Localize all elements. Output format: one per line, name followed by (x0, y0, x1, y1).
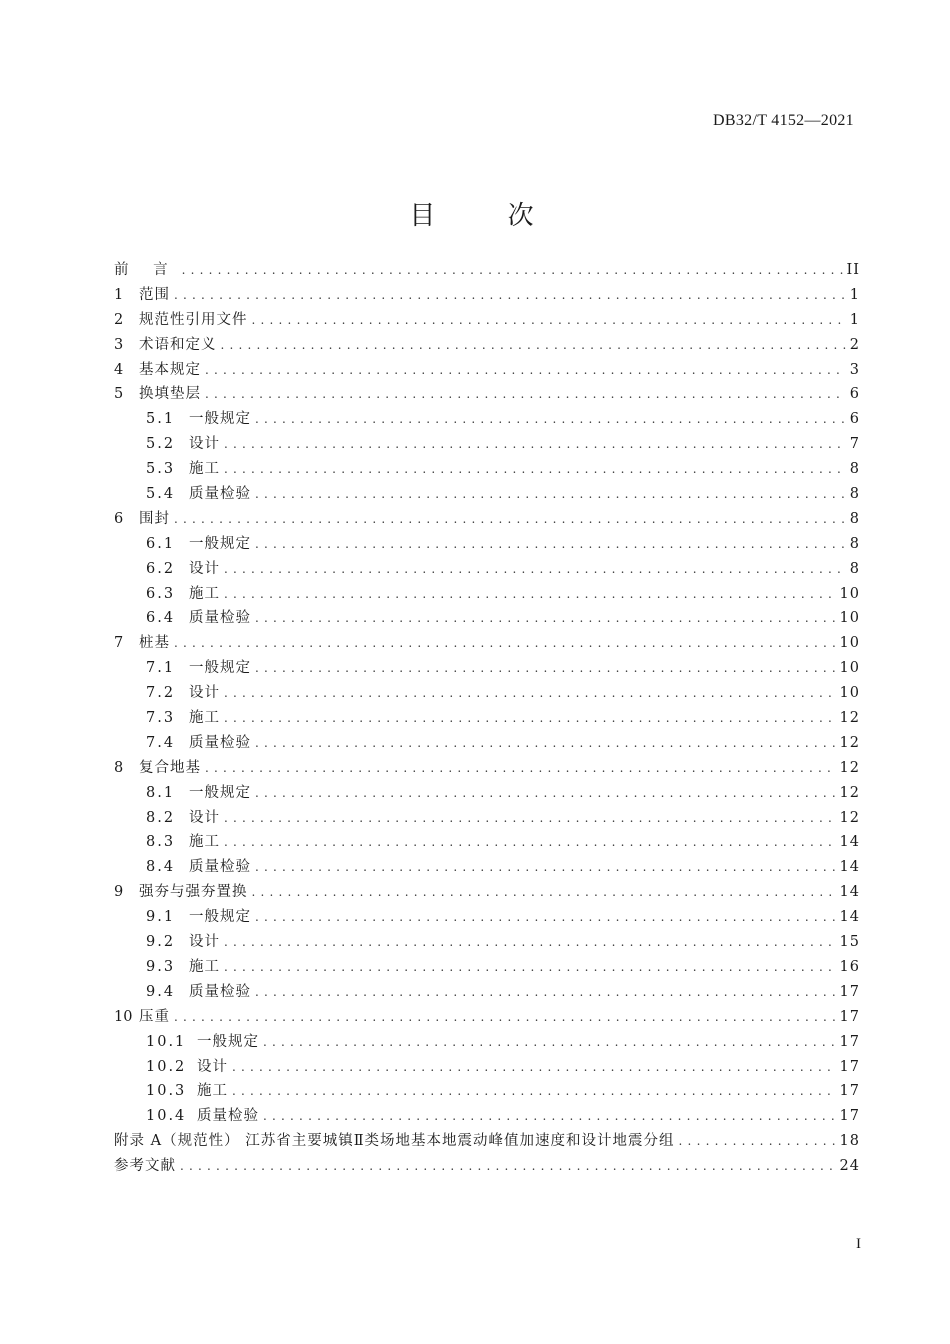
toc-section-title: 一般规定 (197, 1033, 259, 1050)
toc-page-number: 10 (839, 685, 860, 702)
toc-section-number: 1 (114, 286, 124, 303)
toc-section-number: 8.1 (146, 784, 176, 801)
toc-page-number: 14 (839, 834, 860, 851)
toc-entry[interactable] (114, 507, 860, 532)
toc-entry[interactable] (114, 1129, 860, 1154)
toc-page-number: 17 (839, 1058, 860, 1075)
toc-section-number: 7.2 (146, 685, 176, 702)
toc-section-number: 4 (114, 361, 124, 378)
toc-entry[interactable] (114, 1154, 860, 1179)
toc-section-number: 6.4 (146, 610, 176, 627)
toc-entry[interactable] (114, 457, 860, 482)
toc-dot-leader (224, 806, 836, 831)
toc-page-number: 6 (849, 411, 860, 428)
toc-entry[interactable] (114, 258, 860, 283)
toc-entry[interactable] (114, 1104, 860, 1129)
toc-entry[interactable] (114, 1055, 860, 1080)
toc-dot-leader (224, 955, 836, 980)
toc-page-number: 8 (849, 535, 860, 552)
toc-entry[interactable] (114, 333, 860, 358)
toc-page-number: 10 (839, 660, 860, 677)
toc-entry[interactable] (114, 756, 860, 781)
toc-entry[interactable] (114, 606, 860, 631)
toc-section-number: 9.4 (146, 983, 176, 1000)
toc-page-number: 7 (849, 436, 860, 453)
toc-dot-leader (252, 308, 846, 333)
toc-dot-leader (180, 1154, 836, 1179)
toc-section-title: 复合地基 (139, 759, 201, 776)
toc-section-number: 3 (114, 336, 124, 353)
toc-section-number: 9 (114, 884, 124, 901)
toc-section-title: 施工 (189, 461, 220, 478)
toc-page-number: 14 (839, 884, 860, 901)
toc-section-number: 8.3 (146, 834, 176, 851)
toc-section-title: 设计 (189, 809, 220, 826)
toc-entry[interactable] (114, 532, 860, 557)
toc-dot-leader (224, 457, 846, 482)
toc-entry[interactable] (114, 980, 860, 1005)
toc-page-number: 12 (839, 734, 860, 751)
toc-dot-leader (224, 582, 836, 607)
toc-page-number: 8 (849, 510, 860, 527)
toc-entry[interactable] (114, 781, 860, 806)
toc-section-title: 设计 (189, 685, 220, 702)
toc-page-number: 12 (839, 784, 860, 801)
toc-entry[interactable] (114, 631, 860, 656)
toc-section-title: 一般规定 (189, 411, 251, 428)
toc-section-title: 质量检验 (189, 983, 251, 1000)
toc-dot-leader (221, 333, 846, 358)
toc-dot-leader (224, 557, 846, 582)
toc-section-number: 9.3 (146, 958, 176, 975)
toc-dot-leader (224, 706, 836, 731)
toc-dot-leader (205, 382, 846, 407)
toc-section-title: 施工 (197, 1083, 228, 1100)
toc-section-number: 6.2 (146, 560, 176, 577)
toc-section-title: 范围 (139, 286, 170, 303)
toc-section-title: 换填垫层 (139, 386, 201, 403)
toc-section-number: 7.1 (146, 660, 176, 677)
toc-dot-leader (255, 606, 836, 631)
toc-dot-leader (174, 283, 846, 308)
toc-page-number: 6 (849, 386, 860, 403)
toc-section-title: 附录 A（规范性） 江苏省主要城镇Ⅱ类场地基本地震动峰值加速度和设计地震分组 (114, 1133, 675, 1150)
toc-entry[interactable] (114, 830, 860, 855)
toc-section-title: 施工 (189, 585, 220, 602)
toc-section-title: 桩基 (139, 635, 170, 652)
toc-entry[interactable] (114, 283, 860, 308)
toc-dot-leader (174, 507, 846, 532)
toc-section-number: 5.1 (146, 411, 176, 428)
toc-section-title: 前 言 (114, 262, 178, 278)
toc-dot-leader (255, 532, 846, 557)
toc-entry[interactable] (114, 382, 860, 407)
toc-dot-leader (205, 358, 846, 383)
page-number: I (856, 1236, 861, 1252)
toc-entry[interactable] (114, 880, 860, 905)
toc-dot-leader (255, 781, 836, 806)
toc-section-number: 5.2 (146, 436, 176, 453)
toc-page-number: 18 (839, 1133, 860, 1150)
toc-entry[interactable] (114, 432, 860, 457)
toc-dot-leader (224, 830, 836, 855)
toc-section-number: 10.4 (146, 1108, 187, 1125)
toc-dot-leader (255, 855, 836, 880)
toc-section-number: 9.1 (146, 909, 176, 926)
toc-section-number: 6.3 (146, 585, 176, 602)
toc-entry[interactable] (114, 806, 860, 831)
toc-dot-leader (224, 681, 836, 706)
toc-section-number: 10.2 (146, 1058, 187, 1075)
toc-section-title: 设计 (189, 560, 220, 577)
toc-entry[interactable] (114, 706, 860, 731)
toc-section-title: 质量检验 (189, 610, 251, 627)
toc-page-number: 3 (849, 361, 860, 378)
toc-dot-leader (224, 930, 836, 955)
toc-page-number: 8 (849, 560, 860, 577)
toc-section-number: 7 (114, 635, 124, 652)
toc-dot-leader (174, 1005, 836, 1030)
toc-page-number: 17 (839, 983, 860, 1000)
toc-entry[interactable] (114, 308, 860, 333)
toc-dot-leader (255, 656, 836, 681)
toc-section-title: 一般规定 (189, 909, 251, 926)
toc-page-number: 2 (849, 336, 860, 353)
toc-entry[interactable] (114, 358, 860, 383)
toc-dot-leader (255, 980, 836, 1005)
toc-dot-leader (224, 432, 846, 457)
toc-dot-leader (255, 905, 836, 930)
toc-page-number: 24 (839, 1158, 860, 1175)
toc-section-title: 规范性引用文件 (139, 311, 248, 328)
toc-section-number: 2 (114, 311, 124, 328)
toc-section-title: 强夯与强夯置换 (139, 884, 248, 901)
toc-section-number: 9.2 (146, 934, 176, 951)
table-of-contents (114, 258, 860, 1179)
toc-section-title: 施工 (189, 958, 220, 975)
toc-page-number: 12 (839, 809, 860, 826)
toc-page-number: 10 (839, 610, 860, 627)
toc-dot-leader (232, 1055, 836, 1080)
toc-dot-leader (679, 1129, 836, 1154)
toc-entry[interactable] (114, 1005, 860, 1030)
toc-page-number: 16 (839, 958, 860, 975)
toc-page-number: 17 (839, 1108, 860, 1125)
toc-page-number: 10 (839, 635, 860, 652)
toc-dot-leader (182, 258, 843, 283)
toc-page-number: 8 (849, 461, 860, 478)
toc-section-number: 6.1 (146, 535, 176, 552)
toc-entry[interactable] (114, 482, 860, 507)
toc-entry[interactable] (114, 955, 860, 980)
toc-dot-leader (174, 631, 836, 656)
toc-entry[interactable] (114, 407, 860, 432)
toc-section-title: 质量检验 (189, 486, 251, 503)
toc-dot-leader (255, 407, 846, 432)
toc-dot-leader (205, 756, 836, 781)
standard-code: DB32/T 4152—2021 (713, 112, 854, 129)
toc-section-number: 7.4 (146, 734, 176, 751)
toc-section-title: 质量检验 (189, 734, 251, 751)
toc-page-number: 1 (849, 311, 860, 328)
toc-page-number: 14 (839, 859, 860, 876)
toc-entry[interactable] (114, 582, 860, 607)
toc-section-number: 5.3 (146, 461, 176, 478)
toc-page-number: II (846, 262, 860, 278)
toc-dot-leader (252, 880, 836, 905)
toc-page-number: 17 (839, 1033, 860, 1050)
toc-section-title: 参考文献 (114, 1158, 176, 1175)
toc-page-number: 12 (839, 710, 860, 727)
toc-entry[interactable] (114, 1030, 860, 1055)
toc-section-title: 质量检验 (189, 859, 251, 876)
toc-page-number: 15 (839, 934, 860, 951)
toc-section-title: 基本规定 (139, 361, 201, 378)
toc-entry[interactable] (114, 930, 860, 955)
toc-section-number: 8.2 (146, 809, 176, 826)
toc-section-title: 压重 (139, 1008, 170, 1025)
toc-entry[interactable] (114, 905, 860, 930)
toc-section-title: 施工 (189, 710, 220, 727)
toc-page-number: 14 (839, 909, 860, 926)
toc-section-number: 8 (114, 759, 124, 776)
toc-section-number: 5 (114, 386, 124, 403)
toc-dot-leader (232, 1079, 836, 1104)
toc-entry[interactable] (114, 656, 860, 681)
toc-section-number: 8.4 (146, 859, 176, 876)
toc-entry[interactable] (114, 681, 860, 706)
toc-section-number: 5.4 (146, 486, 176, 503)
toc-page-number: 17 (839, 1008, 860, 1025)
toc-page-number: 1 (849, 286, 860, 303)
toc-entry[interactable] (114, 1079, 860, 1104)
toc-section-title: 设计 (197, 1058, 228, 1075)
toc-page-number: 12 (839, 759, 860, 776)
toc-page-number: 10 (839, 585, 860, 602)
toc-dot-leader (263, 1030, 836, 1055)
toc-entry[interactable] (114, 731, 860, 756)
page-title: 目 次 (409, 201, 566, 232)
toc-section-number: 10 (114, 1008, 133, 1025)
toc-section-title: 一般规定 (189, 784, 251, 801)
toc-section-title: 设计 (189, 436, 220, 453)
toc-section-number: 10.1 (146, 1033, 187, 1050)
toc-section-number: 7.3 (146, 710, 176, 727)
toc-dot-leader (263, 1104, 836, 1129)
toc-dot-leader (255, 731, 836, 756)
toc-section-title: 围封 (139, 510, 170, 527)
toc-section-number: 10.3 (146, 1083, 187, 1100)
toc-entry[interactable] (114, 855, 860, 880)
toc-section-title: 施工 (189, 834, 220, 851)
toc-page-number: 8 (849, 486, 860, 503)
toc-section-title: 一般规定 (189, 660, 251, 677)
toc-section-number: 6 (114, 510, 124, 527)
toc-section-title: 一般规定 (189, 535, 251, 552)
toc-entry[interactable] (114, 557, 860, 582)
toc-section-title: 设计 (189, 934, 220, 951)
toc-page-number: 17 (839, 1083, 860, 1100)
toc-section-title: 术语和定义 (139, 336, 217, 353)
toc-section-title: 质量检验 (197, 1108, 259, 1125)
toc-dot-leader (255, 482, 846, 507)
